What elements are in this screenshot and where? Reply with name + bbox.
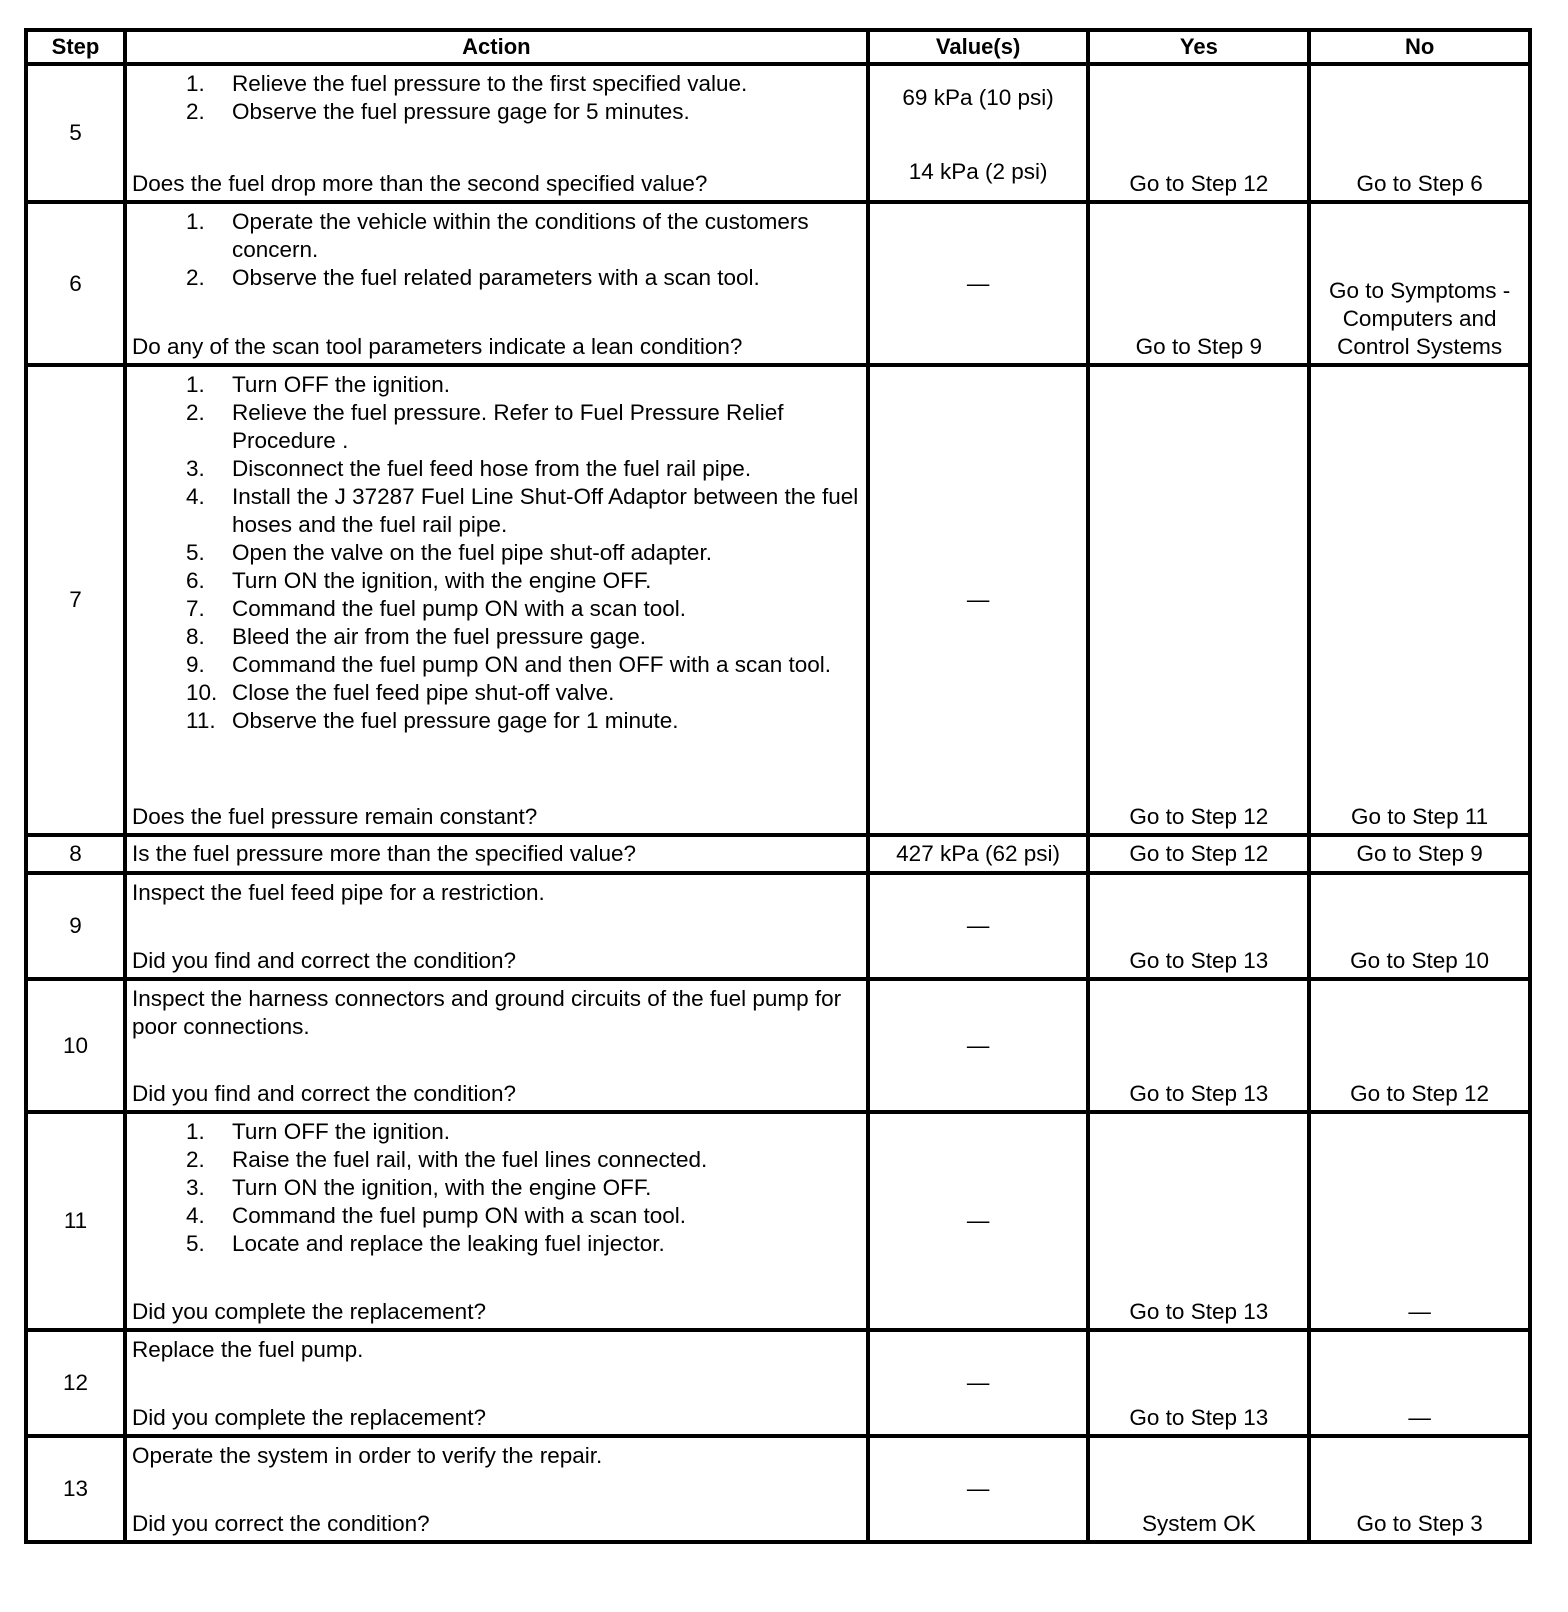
- yes-cell: Go to Step 13: [1088, 1112, 1309, 1330]
- step-number: 5: [26, 64, 125, 202]
- step-number: 10: [26, 979, 125, 1112]
- action-question: Is the fuel pressure more than the specified value?: [132, 841, 637, 866]
- action-text: Inspect the harness connectors and ground circuits of the fuel pump for poor connections.: [132, 986, 842, 1039]
- action-question: Do any of the scan tool parameters indicate a lean condition?: [132, 334, 743, 359]
- list-item: Install the J 37287 Fuel Line Shut-Off Adaptor between the fuel hoses and the fuel rail pipe.: [232, 484, 859, 537]
- action-question: Did you complete the replacement?: [132, 1299, 486, 1324]
- action-question: Did you complete the replacement?: [132, 1405, 486, 1430]
- action-text: Replace the fuel pump.: [132, 1337, 364, 1362]
- value-cell: —: [868, 1330, 1089, 1436]
- header-no: No: [1309, 30, 1530, 64]
- value-cell: —: [868, 202, 1089, 365]
- action-steps-list: [186, 70, 862, 126]
- action-steps-list: [186, 208, 862, 292]
- action-cell: [125, 1330, 868, 1436]
- action-cell: [125, 873, 868, 979]
- header-row: [26, 30, 1530, 64]
- list-item: Command the fuel pump ON and then OFF with a scan tool.: [232, 652, 832, 677]
- step-number: 8: [26, 835, 125, 873]
- table-row: [26, 979, 1530, 1112]
- action-question: Did you correct the condition?: [132, 1511, 430, 1536]
- value-cell: —: [868, 979, 1089, 1112]
- table-row: [26, 1436, 1530, 1542]
- action-cell: [125, 835, 868, 873]
- list-item: Locate and replace the leaking fuel injector.: [232, 1231, 665, 1256]
- list-item: Command the fuel pump ON with a scan tool.: [232, 1203, 686, 1228]
- list-item: Close the fuel feed pipe shut-off valve.: [232, 680, 615, 705]
- action-cell: [125, 365, 868, 835]
- yes-cell: Go to Step 13: [1088, 873, 1309, 979]
- header-values: Value(s): [868, 30, 1089, 64]
- value-text: 69 kPa (10 psi): [902, 85, 1054, 110]
- no-cell: Go to Step 11: [1309, 365, 1530, 835]
- table-row: [26, 202, 1530, 365]
- step-number: 12: [26, 1330, 125, 1436]
- no-cell: —: [1309, 1330, 1530, 1436]
- action-question: Did you find and correct the condition?: [132, 948, 516, 973]
- list-item: Observe the fuel pressure gage for 1 minute.: [232, 708, 679, 733]
- value-cell: 427 kPa (62 psi): [868, 835, 1089, 873]
- step-number: 6: [26, 202, 125, 365]
- table-row: [26, 64, 1530, 202]
- list-item: Turn ON the ignition, with the engine OFF.: [232, 1175, 652, 1200]
- action-cell: [125, 979, 868, 1112]
- action-cell: [125, 1112, 868, 1330]
- list-item: Disconnect the fuel feed hose from the fuel rail pipe.: [232, 456, 752, 481]
- table-row: [26, 873, 1530, 979]
- list-item: Turn OFF the ignition.: [232, 372, 451, 397]
- action-cell: [125, 202, 868, 365]
- value-cell: —: [868, 1436, 1089, 1542]
- action-question: Does the fuel pressure remain constant?: [132, 804, 538, 829]
- yes-cell: System OK: [1088, 1436, 1309, 1542]
- value-cell: —: [868, 365, 1089, 835]
- no-cell: Go to Step 3: [1309, 1436, 1530, 1542]
- list-item: Open the valve on the fuel pipe shut-off adapter.: [232, 540, 712, 565]
- no-cell: Go to Symptoms - Computers and Control Systems: [1309, 202, 1530, 365]
- list-item: Observe the fuel pressure gage for 5 minutes.: [232, 99, 690, 124]
- list-item: Observe the fuel related parameters with a scan tool.: [232, 265, 760, 290]
- yes-cell: Go to Step 12: [1088, 64, 1309, 202]
- step-number: 9: [26, 873, 125, 979]
- step-number: 13: [26, 1436, 125, 1542]
- table-row: [26, 835, 1530, 873]
- no-cell: Go to Step 9: [1309, 835, 1530, 873]
- value-cell: [868, 64, 1089, 202]
- action-question: Does the fuel drop more than the second specified value?: [132, 171, 708, 196]
- table-row: [26, 1112, 1530, 1330]
- list-item: Relieve the fuel pressure. Refer to Fuel Pressure Relief Procedure .: [232, 400, 784, 453]
- header-step: Step: [26, 30, 125, 64]
- action-question: Did you find and correct the condition?: [132, 1081, 516, 1106]
- list-item: Operate the vehicle within the conditions of the customers concern.: [232, 209, 809, 262]
- list-item: Turn ON the ignition, with the engine OFF.: [232, 568, 652, 593]
- value-cell: —: [868, 873, 1089, 979]
- list-item: Relieve the fuel pressure to the first specified value.: [232, 71, 748, 96]
- header-yes: Yes: [1088, 30, 1309, 64]
- action-cell: [125, 1436, 868, 1542]
- list-item: Bleed the air from the fuel pressure gage.: [232, 624, 647, 649]
- no-cell: Go to Step 12: [1309, 979, 1530, 1112]
- step-number: 11: [26, 1112, 125, 1330]
- action-steps-list: [186, 371, 862, 735]
- table-row: [26, 365, 1530, 835]
- yes-cell: Go to Step 9: [1088, 202, 1309, 365]
- table-row: [26, 1330, 1530, 1436]
- list-item: Raise the fuel rail, with the fuel lines connected.: [232, 1147, 708, 1172]
- value-text: 14 kPa (2 psi): [908, 159, 1048, 184]
- diagnostic-table: [24, 28, 1532, 1544]
- step-number: 7: [26, 365, 125, 835]
- value-cell: —: [868, 1112, 1089, 1330]
- yes-cell: Go to Step 12: [1088, 365, 1309, 835]
- yes-cell: Go to Step 12: [1088, 835, 1309, 873]
- list-item: Turn OFF the ignition.: [232, 1119, 451, 1144]
- action-cell: [125, 64, 868, 202]
- no-cell: Go to Step 10: [1309, 873, 1530, 979]
- action-steps-list: [186, 1118, 862, 1258]
- yes-cell: Go to Step 13: [1088, 1330, 1309, 1436]
- action-text: Operate the system in order to verify the repair.: [132, 1443, 603, 1468]
- list-item: Command the fuel pump ON with a scan tool.: [232, 596, 686, 621]
- no-cell: Go to Step 6: [1309, 64, 1530, 202]
- no-cell: —: [1309, 1112, 1530, 1330]
- action-text: Inspect the fuel feed pipe for a restriction.: [132, 880, 545, 905]
- yes-cell: Go to Step 13: [1088, 979, 1309, 1112]
- header-action: Action: [125, 30, 868, 64]
